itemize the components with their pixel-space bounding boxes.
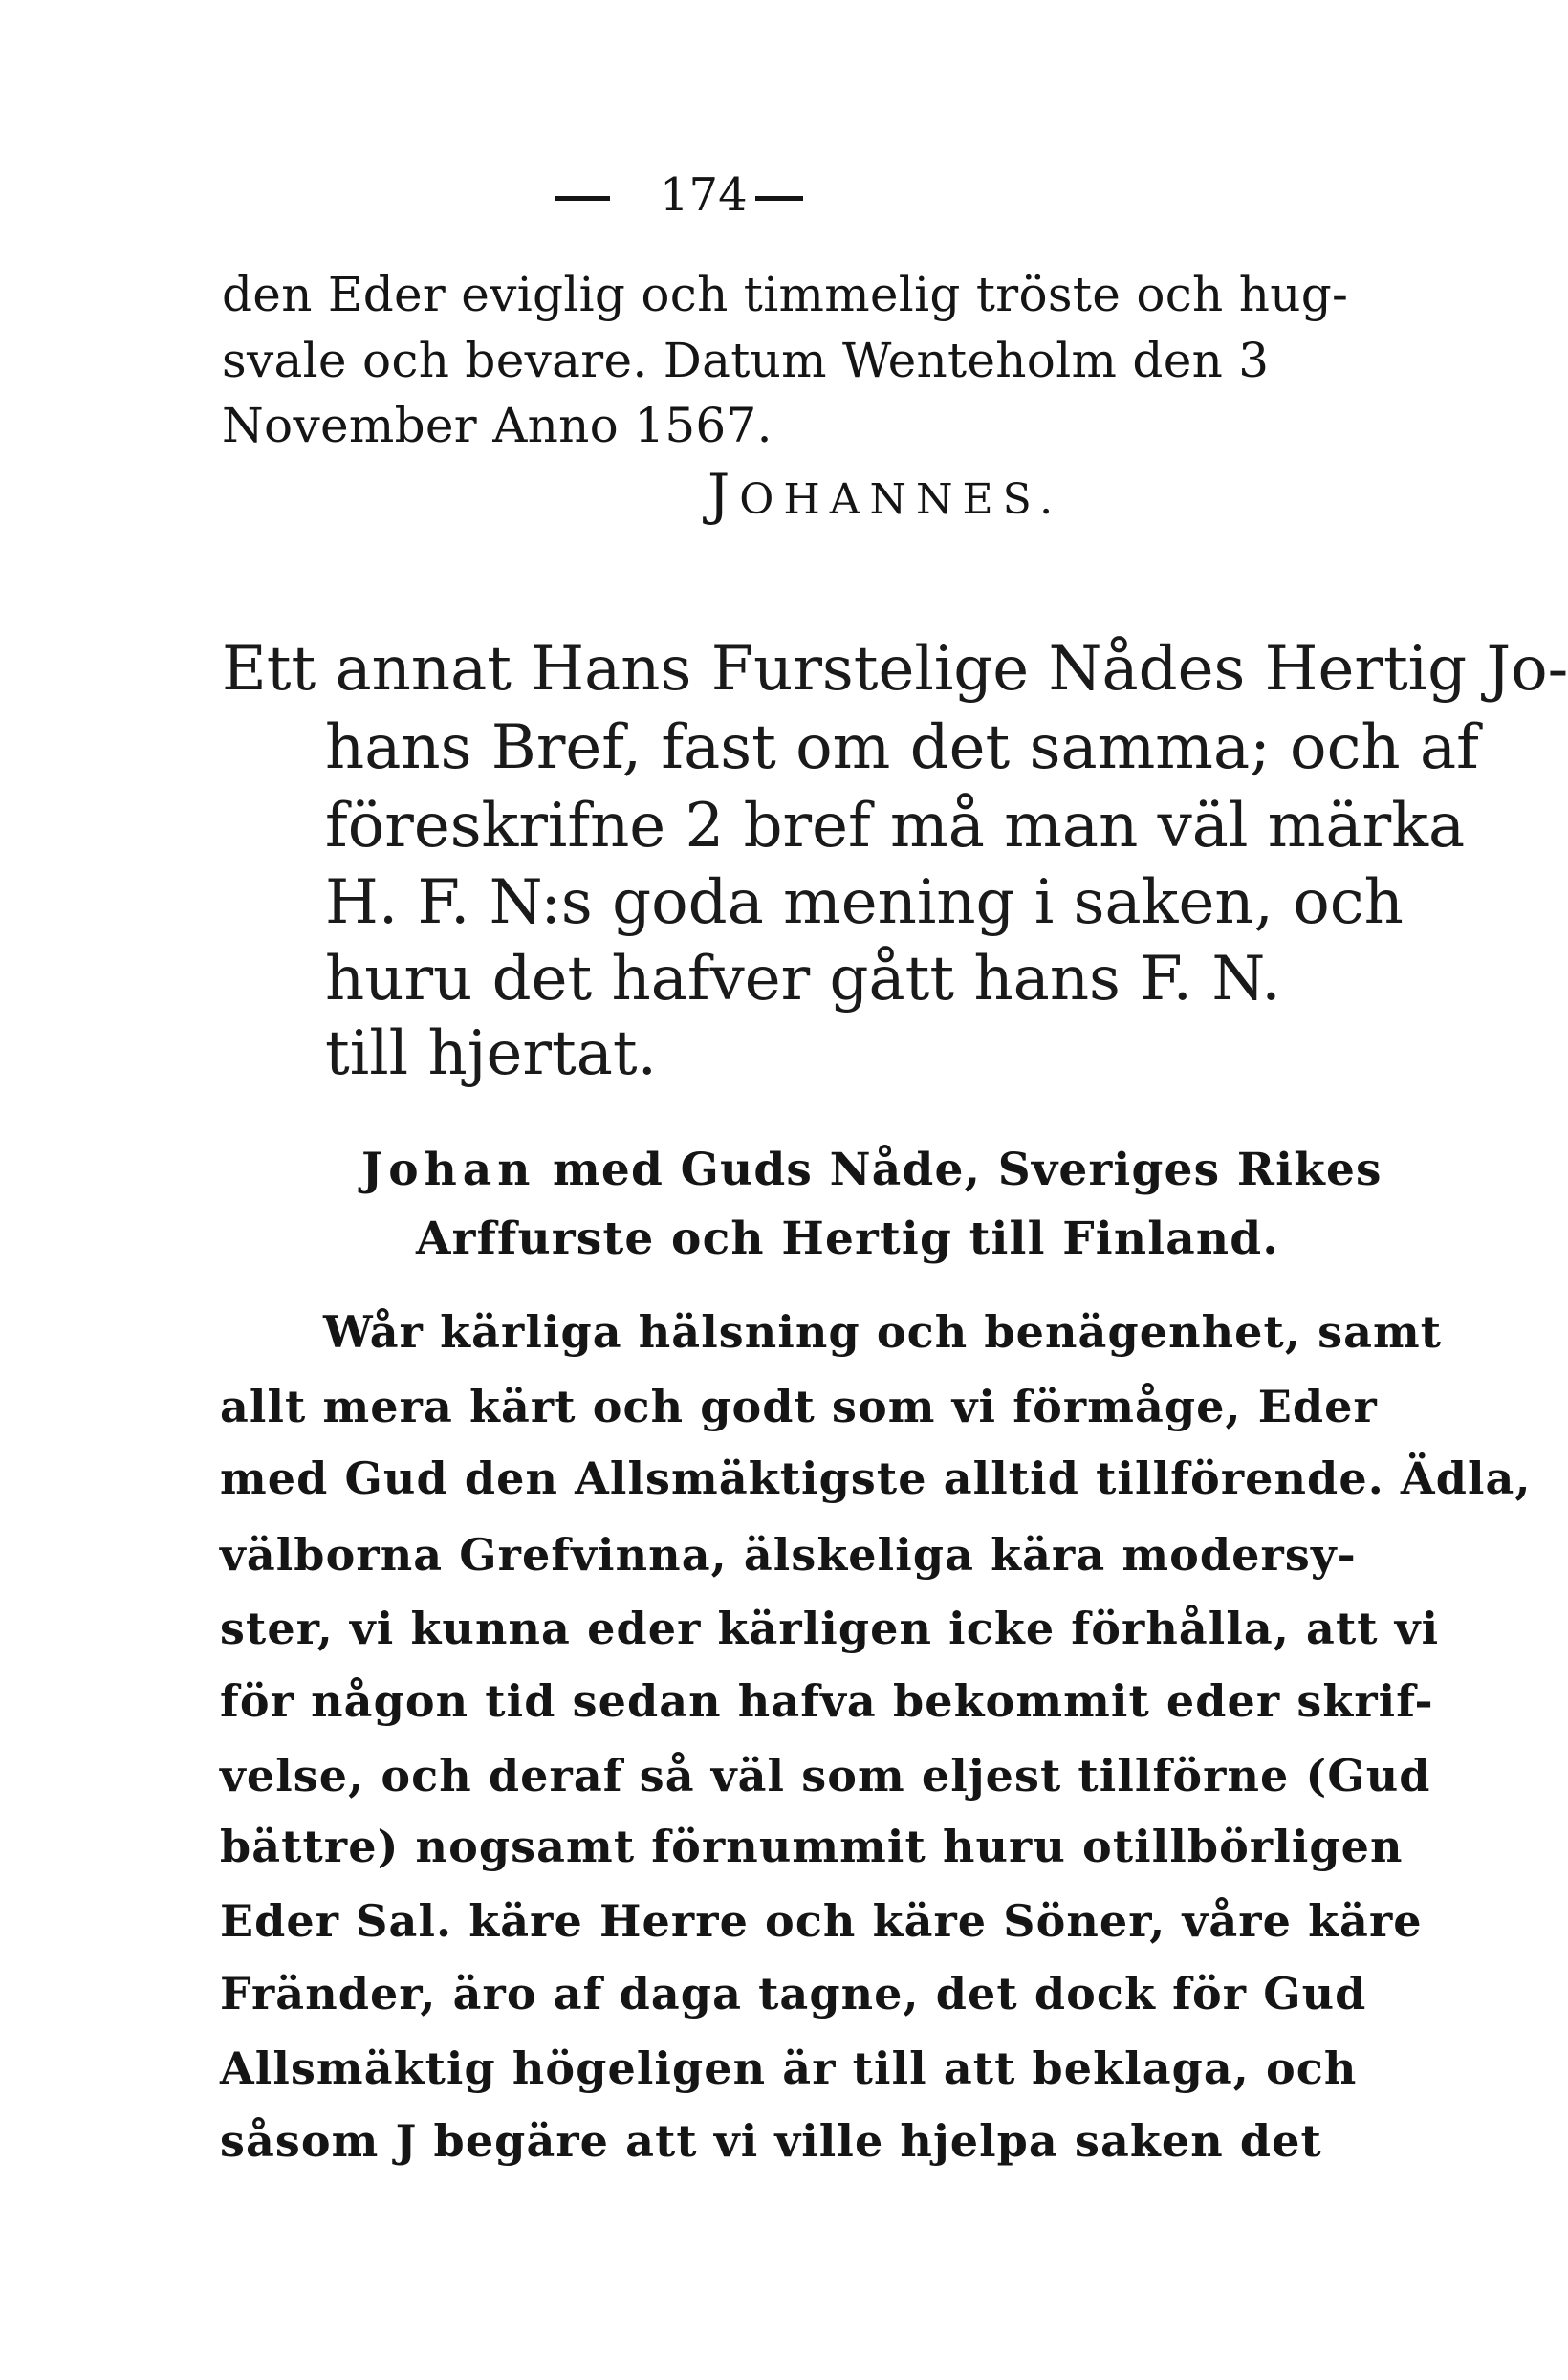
- signature-rest: OHANNES.: [739, 475, 1063, 524]
- salutation-name: Johan: [361, 1144, 536, 1196]
- signature: [708, 462, 1063, 527]
- letter-line: ster, vi kunna eder kärligen icke förhålla, att vi: [220, 1603, 1440, 1654]
- closing-line: November Anno 1567.: [222, 398, 773, 453]
- header-dash-right: [755, 196, 803, 201]
- heading-line: föreskrifne 2 bref må man väl märka: [325, 791, 1466, 862]
- heading-line: Ett annat Hans Furstelige Nådes Hertig Jo-: [222, 634, 1568, 705]
- heading-line: H. F. N:s goda mening i saken, och: [325, 867, 1404, 938]
- letter-line: allt mera kärt och godt som vi förmåge, Eder: [220, 1381, 1378, 1432]
- closing-line: svale och bevare. Datum Wenteholm den 3: [222, 333, 1270, 388]
- letter-line: såsom J begäre att vi ville hjelpa saken det: [220, 2115, 1322, 2167]
- salutation-line: Arffurste och Hertig till Finland.: [416, 1212, 1279, 1265]
- signature-initial: J: [708, 462, 740, 527]
- letter-line: Eder Sal. käre Herre och käre Söner, våre käre: [220, 1895, 1423, 1947]
- heading-line: till hjertat.: [325, 1018, 657, 1089]
- letter-line: för någon tid sedan hafva bekommit eder skrif-: [220, 1675, 1434, 1727]
- salutation-title: med Guds Nåde, Sveriges Rikes: [535, 1144, 1383, 1196]
- page-number: 174: [660, 168, 748, 222]
- letter-line: Wår kärliga hälsning och benägenhet, samt: [323, 1306, 1443, 1358]
- letter-line: välborna Grefvinna, älskeliga kära modersy-: [220, 1529, 1357, 1581]
- heading-line: huru det hafver gått hans F. N.: [325, 944, 1281, 1015]
- letter-line: bättre) nogsamt förnummit huru otillbörligen: [220, 1821, 1404, 1872]
- closing-line: den Eder eviglig och timmelig tröste och hug-: [222, 267, 1349, 322]
- header-dash-left: [555, 196, 610, 201]
- letter-line: med Gud den Allsmäktigste alltid tillförende. Ädla,: [220, 1452, 1532, 1504]
- heading-line: hans Bref, fast om det samma; och af: [325, 712, 1479, 783]
- salutation-line: [361, 1144, 1383, 1196]
- letter-line: velse, och deraf så väl som eljest tillförne (Gud: [220, 1750, 1431, 1801]
- letter-line: Fränder, äro af daga tagne, det dock för Gud: [220, 1968, 1367, 2020]
- letter-line: Allsmäktig högeligen är till att beklaga, och: [220, 2042, 1358, 2094]
